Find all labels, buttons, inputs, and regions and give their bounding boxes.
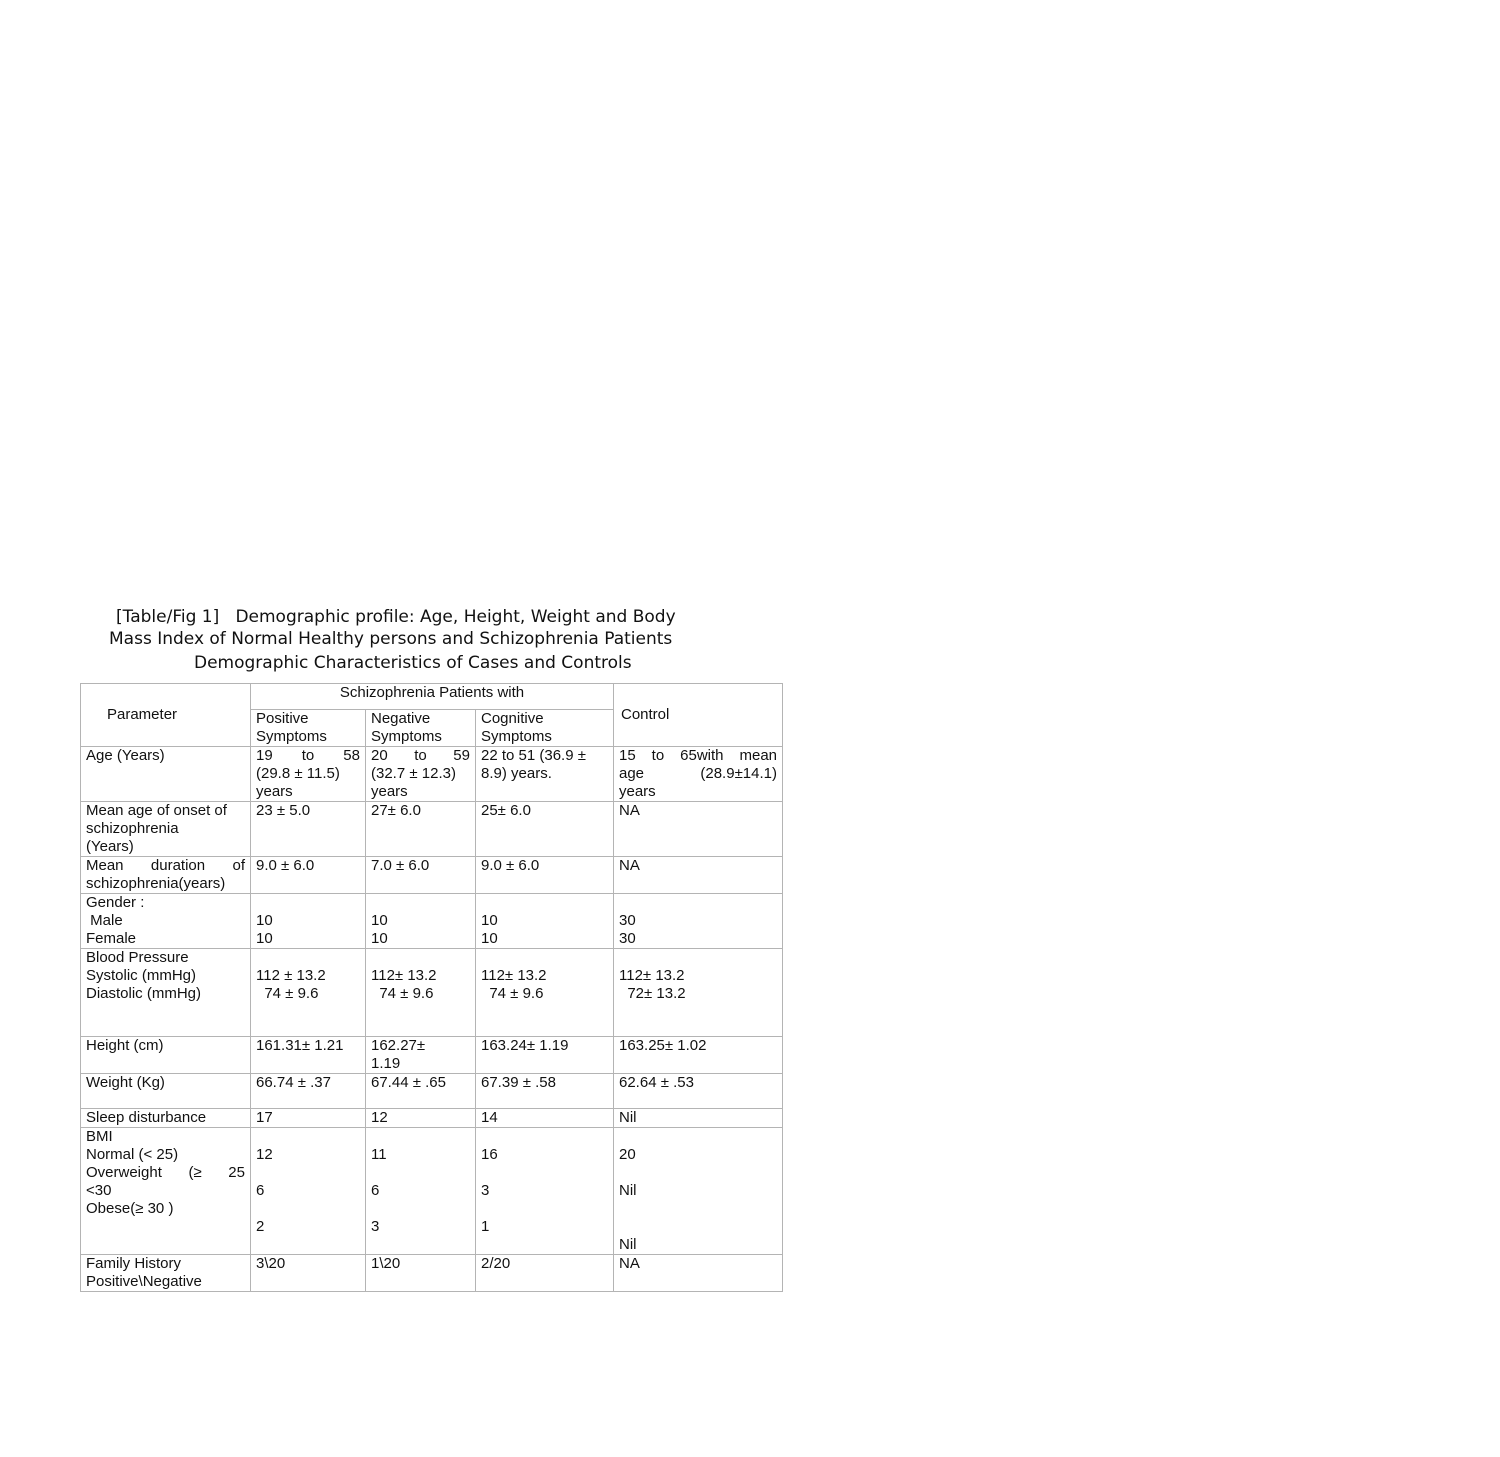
duration-param [81,857,251,894]
bp-param-line-1: Blood Pressure [86,949,189,966]
age-param: Age (Years) [81,747,251,802]
bmi-positive [251,1128,366,1255]
gender-negative-line-1 [371,894,470,912]
gender-param [81,894,251,949]
bmi-param-line-1: BMI [86,1128,113,1145]
age-control-line-3: years [619,783,656,800]
bp-cognitive-systolic: 112± 13.2 [481,967,547,984]
duration-cognitive: 9.0 ± 6.0 [476,857,614,894]
gender-param-line-2: Male [86,912,123,929]
bp-negative-diastolic: 74 ± 9.6 [371,985,434,1002]
bmi-param-line-5: Obese(≥ 30 ) [86,1200,174,1217]
family-positive: 3\20 [251,1255,366,1292]
age-negative-line-1: 20 to 59 [371,747,470,764]
age-negative-line-2: (32.7 ± 12.3) [371,765,456,782]
header-negative-line-2: Symptoms [371,728,442,745]
header-row-1 [81,684,783,710]
bmi-negative-normal: 11 [371,1146,387,1163]
gender-positive-male: 10 [256,912,273,929]
caption-line-1: [Table/Fig 1] Demographic profile: Age, Height, Weight and Body [116,607,676,627]
gender-negative-male: 10 [371,912,388,929]
age-positive-line-2: (29.8 ± 11.5) [256,765,340,782]
gender-negative-female: 10 [371,930,388,947]
gender-cognitive-male: 10 [481,912,498,929]
bp-negative-systolic: 112± 13.2 [371,967,437,984]
bmi-cognitive-normal: 16 [481,1146,498,1163]
table-row-weight [81,1074,783,1109]
bmi-cognitive-obese: 1 [481,1218,490,1235]
header-positive-line-2: Symptoms [256,728,327,745]
table-row-duration [81,857,783,894]
bmi-positive-obese: 2 [256,1218,265,1235]
bmi-negative-line-5 [371,1200,470,1218]
header-positive-line-1: Positive [256,710,309,727]
header-group: Schizophrenia Patients with [251,684,614,710]
gender-cognitive [476,894,614,949]
bp-positive-line-1 [256,949,360,967]
bmi-control [614,1128,783,1255]
bp-control-diastolic: 72± 13.2 [619,985,686,1002]
table-row-family-history [81,1255,783,1292]
gender-positive-female: 10 [256,930,273,947]
bmi-positive-normal: 12 [256,1146,273,1163]
table-row-blood-pressure [81,949,783,1037]
bmi-param-line-4: <30 [86,1182,112,1199]
weight-positive: 66.74 ± .37 [251,1074,366,1109]
gender-negative [366,894,476,949]
sleep-control: Nil [614,1109,783,1128]
family-negative: 1\20 [366,1255,476,1292]
bmi-cognitive-line-5 [481,1200,608,1218]
age-cognitive-line-1: 22 to 51 (36.9 ± [481,747,586,764]
bmi-control-line-6 [619,1218,777,1236]
gender-cognitive-female: 10 [481,930,498,947]
gender-control-male: 30 [619,912,636,929]
height-param: Height (cm) [81,1037,251,1074]
family-control: NA [614,1255,783,1292]
age-cognitive-line-2: 8.9) years. [481,765,552,782]
bp-cognitive [476,949,614,1037]
bmi-param-line-2: Normal (< 25) [86,1146,179,1163]
onset-control: NA [614,802,783,857]
gender-control [614,894,783,949]
age-positive-line-1: 19 to 58 [256,747,360,764]
family-cognitive: 2/20 [476,1255,614,1292]
header-cognitive [476,710,614,747]
bp-control [614,949,783,1037]
bp-param [81,949,251,1037]
gender-param-line-1: Gender : [86,894,145,911]
bp-cognitive-line-1 [481,949,608,967]
table-row-sleep [81,1109,783,1128]
table-row-onset [81,802,783,857]
onset-cognitive: 25± 6.0 [476,802,614,857]
age-cognitive [476,747,614,802]
gender-positive [251,894,366,949]
bmi-control-line-3 [619,1164,777,1182]
onset-param [81,802,251,857]
bp-positive-diastolic: 74 ± 9.6 [256,985,319,1002]
age-control [614,747,783,802]
bmi-param [81,1128,251,1255]
bmi-cognitive-overweight: 3 [481,1182,490,1199]
onset-param-line-1: Mean age of onset of [86,802,227,819]
sleep-negative: 12 [366,1109,476,1128]
height-negative-line-1: 162.27± [371,1037,426,1054]
bmi-positive-overweight: 6 [256,1182,265,1199]
duration-positive: 9.0 ± 6.0 [251,857,366,894]
caption-line-3: Demographic Characteristics of Cases and Controls [194,653,632,673]
age-negative-line-3: years [371,783,408,800]
header-negative-line-1: Negative [371,710,431,727]
bp-param-line-3: Diastolic (mmHg) [86,985,202,1002]
bmi-negative-overweight: 6 [371,1182,380,1199]
bmi-control-obese: Nil [619,1236,637,1253]
bmi-cognitive-line-3 [481,1164,608,1182]
table-row-age [81,747,783,802]
header-cognitive-line-2: Symptoms [481,728,552,745]
bp-positive [251,949,366,1037]
age-positive [251,747,366,802]
bp-param-line-2: Systolic (mmHg) [86,967,197,984]
bmi-control-line-1 [619,1128,777,1146]
bp-positive-systolic: 112 ± 13.2 [256,967,326,984]
onset-positive: 23 ± 5.0 [251,802,366,857]
gender-param-line-3: Female [86,930,137,947]
bp-negative-line-1 [371,949,470,967]
sleep-param: Sleep disturbance [81,1109,251,1128]
gender-control-female: 30 [619,930,636,947]
table-row-bmi [81,1128,783,1255]
bmi-cognitive [476,1128,614,1255]
height-negative [366,1037,476,1074]
family-param [81,1255,251,1292]
header-negative [366,710,476,747]
bmi-negative-obese: 3 [371,1218,380,1235]
bp-negative [366,949,476,1037]
table-row-height [81,1037,783,1074]
demographics-table [80,683,783,1292]
header-control: Control [614,684,783,747]
table-row-gender [81,894,783,949]
duration-param-line-2: schizophrenia(years) [86,875,226,892]
age-negative [366,747,476,802]
duration-control: NA [614,857,783,894]
bmi-param-line-3: Overweight (≥ 25 [86,1164,245,1181]
header-parameter: Parameter [81,684,251,747]
header-cognitive-line-1: Cognitive [481,710,544,727]
bmi-negative-line-3 [371,1164,470,1182]
duration-negative: 7.0 ± 6.0 [366,857,476,894]
onset-param-line-3: (Years) [86,838,134,855]
weight-control: 62.64 ± .53 [614,1074,783,1109]
weight-cognitive: 67.39 ± .58 [476,1074,614,1109]
height-control: 163.25± 1.02 [614,1037,783,1074]
weight-param: Weight (Kg) [81,1074,251,1109]
height-cognitive: 163.24± 1.19 [476,1037,614,1074]
onset-negative: 27± 6.0 [366,802,476,857]
sleep-positive: 17 [251,1109,366,1128]
age-control-line-1: 15 to 65with mean [619,747,777,764]
duration-param-line-1: Mean duration of [86,857,245,874]
height-positive: 161.31± 1.21 [251,1037,366,1074]
bp-control-line-1 [619,949,777,967]
bmi-positive-line-3 [256,1164,360,1182]
onset-param-line-2: schizophrenia [86,820,179,837]
bp-control-systolic: 112± 13.2 [619,967,685,984]
bmi-cognitive-line-1 [481,1128,608,1146]
gender-positive-line-1 [256,894,360,912]
bmi-negative [366,1128,476,1255]
family-param-line-2: Positive\Negative [86,1273,202,1290]
bmi-negative-line-1 [371,1128,470,1146]
weight-negative: 67.44 ± .65 [366,1074,476,1109]
header-positive [251,710,366,747]
family-param-line-1: Family History [86,1255,182,1272]
caption-line-2: Mass Index of Normal Healthy persons and Schizophrenia Patients [109,629,673,649]
sleep-cognitive: 14 [476,1109,614,1128]
bmi-control-overweight: Nil [619,1182,637,1199]
gender-control-line-1 [619,894,777,912]
age-positive-line-3: years [256,783,293,800]
bmi-positive-line-1 [256,1128,360,1146]
bmi-control-line-5 [619,1200,777,1218]
bmi-control-normal: 20 [619,1146,636,1163]
bp-cognitive-diastolic: 74 ± 9.6 [481,985,544,1002]
bmi-positive-line-5 [256,1200,360,1218]
height-negative-line-2: 1.19 [371,1055,401,1072]
gender-cognitive-line-1 [481,894,608,912]
age-control-line-2: age (28.9±14.1) [619,765,777,782]
